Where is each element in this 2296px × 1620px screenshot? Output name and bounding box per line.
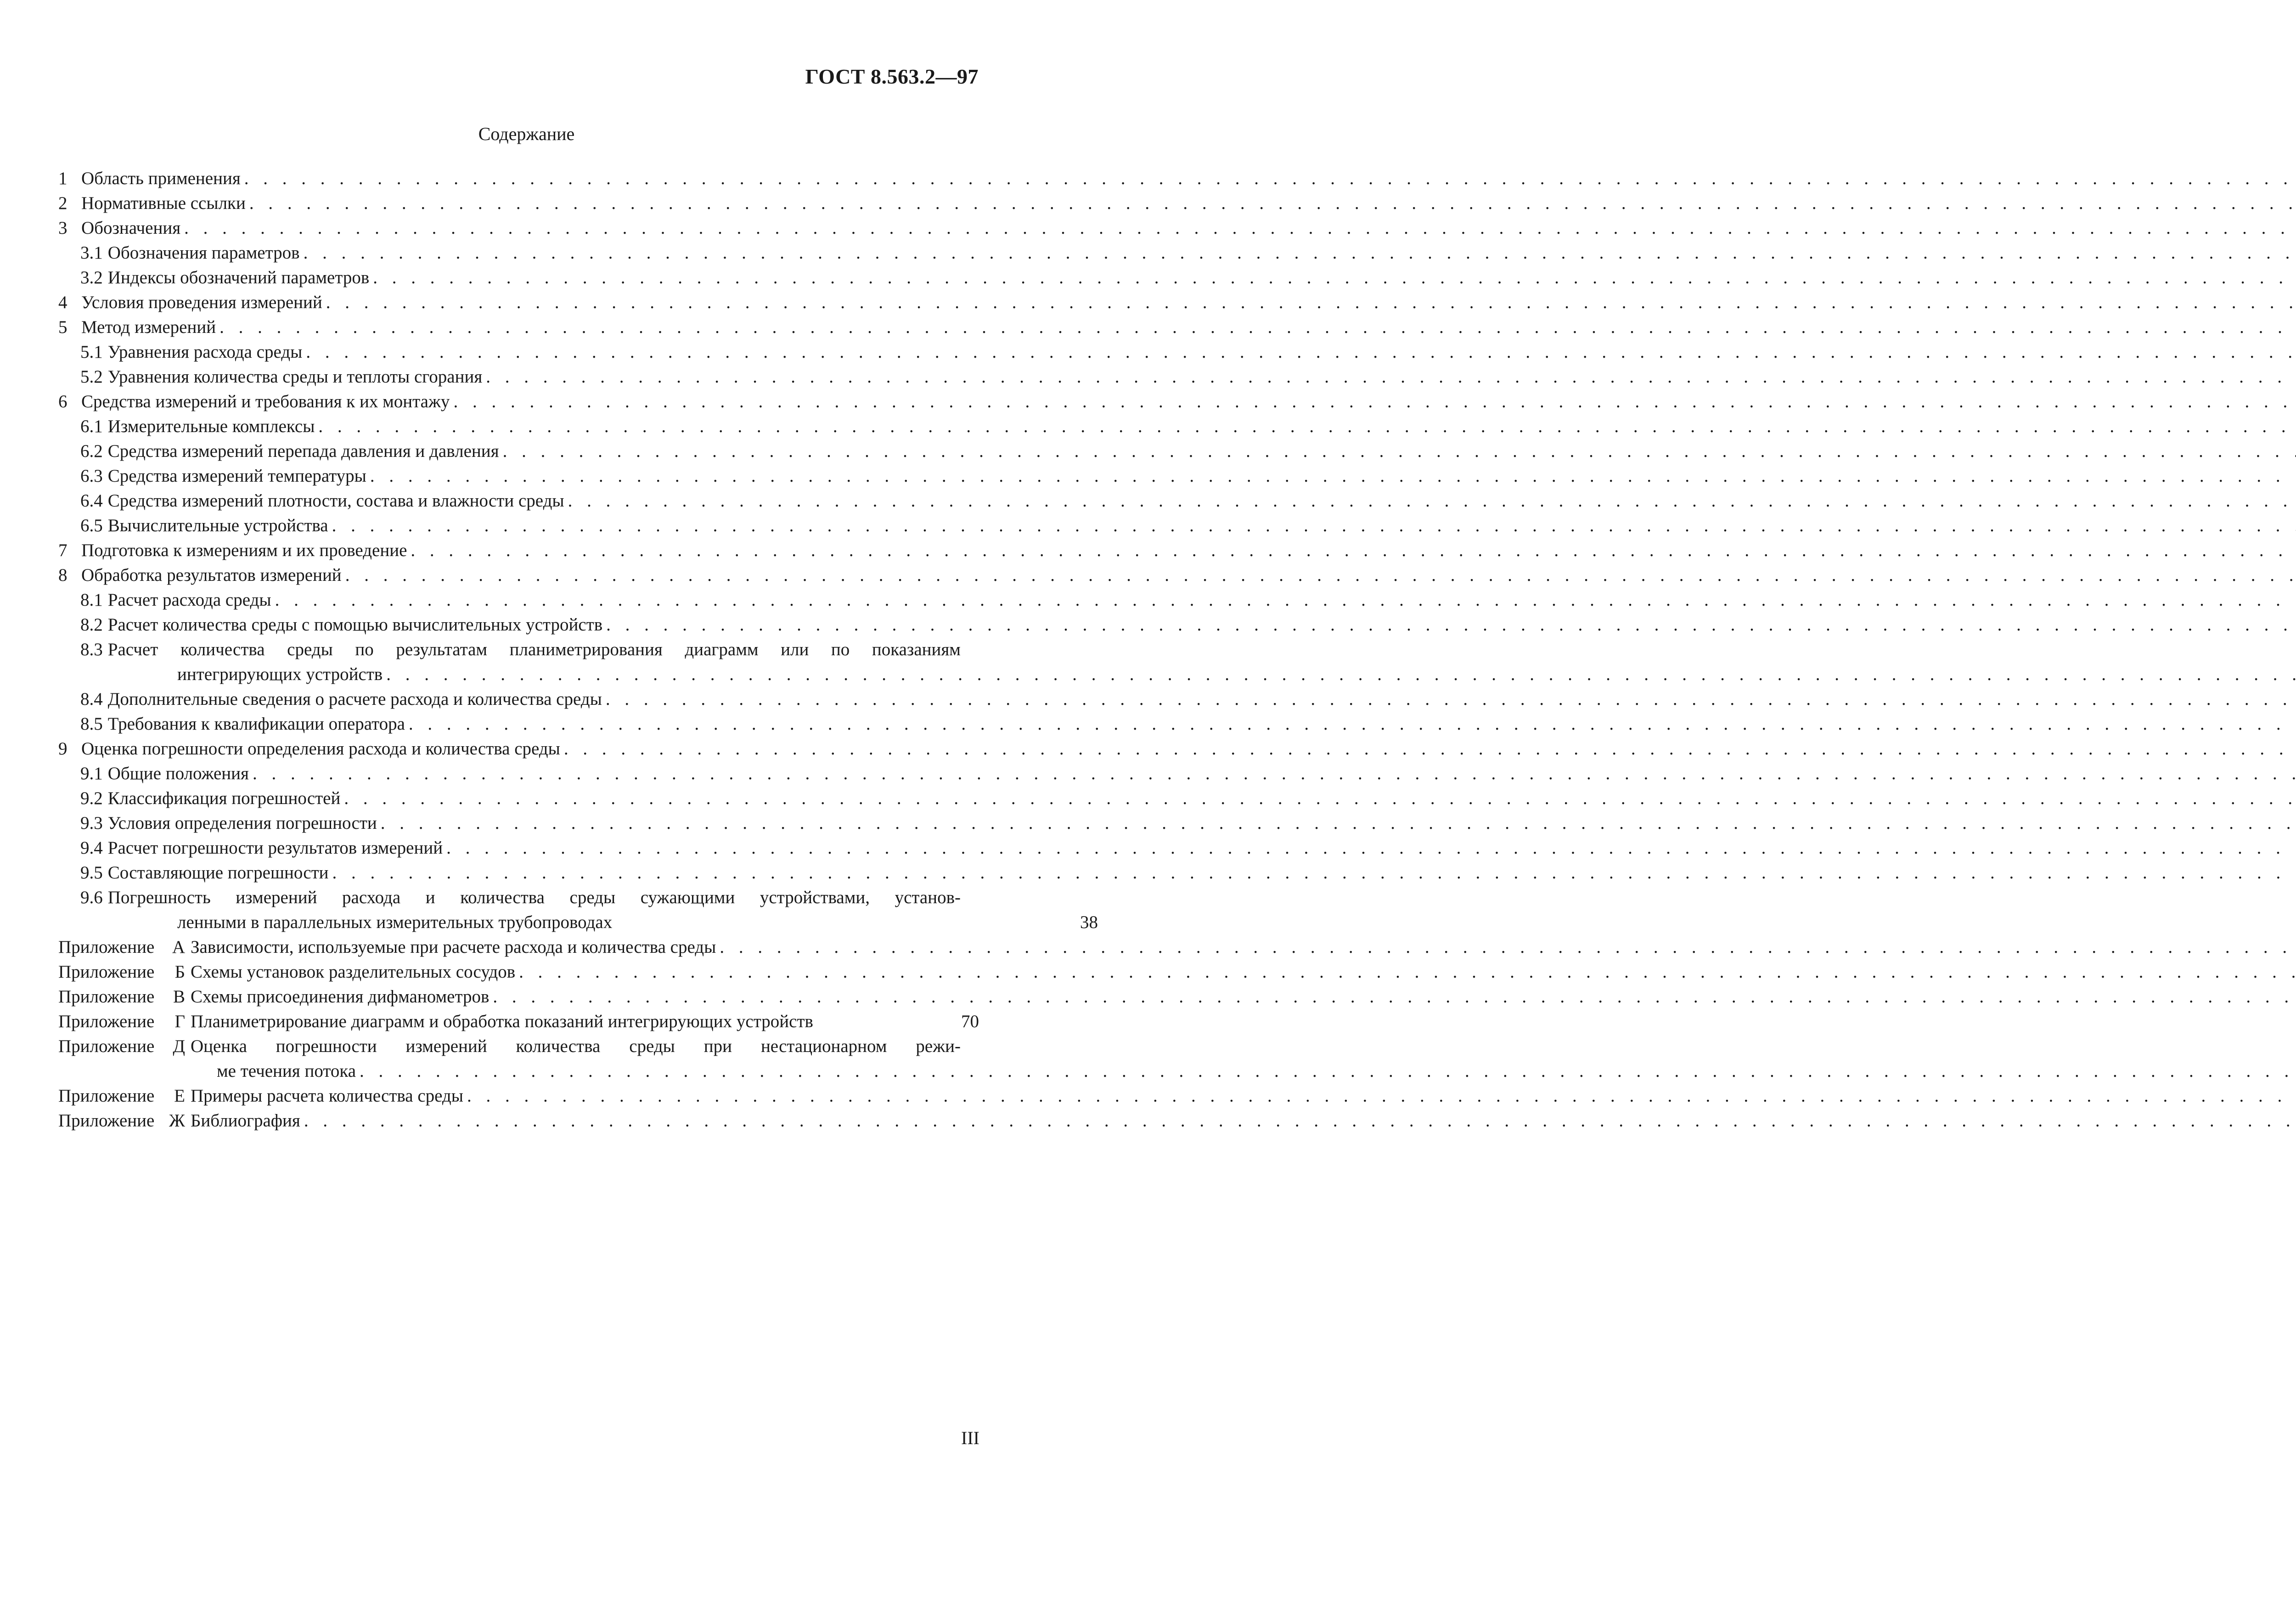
leader-dots: [564, 737, 2296, 761]
toc-entry-9-2[interactable]: [58, 786, 979, 811]
toc-entry-label: Средства измерений перепада давления и давления: [107, 441, 499, 461]
toc-entry-5[interactable]: [58, 315, 979, 340]
toc-entry-page: 38: [1080, 912, 1098, 932]
toc-entry-5-1[interactable]: [58, 340, 979, 365]
appendix-letter: Г: [174, 1012, 185, 1031]
toc-entry-label: Оценка погрешности определения расхода и количества среды: [81, 739, 560, 759]
toc-entry-6-1[interactable]: [58, 414, 979, 439]
leader-dots: [344, 786, 2296, 811]
toc-entry-number: 2: [58, 193, 68, 213]
leader-dots: [381, 811, 2296, 836]
toc-entry-2[interactable]: [58, 191, 979, 216]
appendix-title: Схемы установок разделительных сосудов: [191, 962, 516, 982]
leader-dots: [606, 613, 2296, 637]
document-code: ГОСТ 8.563.2—97: [805, 65, 979, 88]
appendix-letter: Ж: [169, 1111, 185, 1131]
toc-appendix-e[interactable]: [58, 1084, 979, 1108]
leader-dots: [411, 538, 2296, 563]
toc-entry-6-5[interactable]: [58, 513, 979, 538]
toc-entry-label: Подготовка к измерениям и их проведение: [81, 540, 407, 560]
leader-dots: [409, 712, 2296, 737]
toc-entry-number: 1: [58, 169, 68, 188]
toc-entry-label: Область применения: [81, 169, 241, 188]
leader-dots: [606, 687, 2296, 712]
appendix-word: Приложение: [58, 987, 155, 1007]
toc-appendix-v[interactable]: [58, 984, 979, 1009]
page-number: III: [961, 1428, 979, 1448]
toc-entry-8-4[interactable]: [58, 687, 979, 712]
toc-entry-6-3[interactable]: [58, 464, 979, 489]
appendix-designation: [58, 960, 191, 984]
leader-dots: [467, 1084, 2296, 1108]
appendix-word: Приложение: [58, 1111, 155, 1131]
toc-entry-label: Индексы обозначений параметров: [107, 268, 370, 287]
toc-entry-number: 8.1: [80, 590, 103, 610]
toc-entry-label: Расчет количества среды с помощью вычислительных устройств: [107, 615, 603, 635]
toc-entry-number: 3.1: [80, 243, 103, 263]
toc-entry-label: Средства измерений плотности, состава и влажности среды: [107, 491, 564, 511]
toc-entry-4[interactable]: [58, 290, 979, 315]
toc-entry-3[interactable]: [58, 216, 979, 241]
appendix-title: Схемы присоединения дифманометров: [191, 987, 490, 1007]
leader-dots: [275, 588, 2296, 613]
toc-entry-9-1[interactable]: [58, 761, 979, 786]
leader-dots: [326, 290, 2296, 315]
appendix-word: Приложение: [58, 937, 155, 957]
leader-dots: [244, 166, 2296, 191]
toc-entry-8-5[interactable]: [58, 712, 979, 737]
appendix-letter: Б: [174, 962, 185, 982]
toc-entry-number: 9.6: [80, 888, 103, 907]
toc-entry-label: Нормативные ссылки: [81, 193, 246, 213]
appendix-letter: В: [173, 987, 185, 1007]
toc-entry-number: 4: [58, 292, 68, 312]
toc-entry-9-6[interactable]: [58, 885, 979, 910]
toc-entry-number: 7: [58, 540, 68, 560]
toc-entry-label: Метод измерений: [81, 317, 216, 337]
toc-entry-number: 3.2: [80, 268, 103, 287]
leader-dots: [304, 1108, 2296, 1133]
leader-dots: [184, 216, 2296, 241]
appendix-letter: А: [172, 937, 185, 957]
toc-entry-number: 5: [58, 317, 68, 337]
toc-entry-3-2[interactable]: [58, 265, 979, 290]
table-of-contents: [58, 166, 1098, 1133]
appendix-word: Приложение: [58, 1086, 155, 1106]
leader-dots: [373, 265, 2296, 290]
appendix-designation: [58, 1108, 191, 1133]
toc-title: Содержание: [478, 124, 575, 144]
toc-entry-label: Обработка результатов измерений: [81, 565, 342, 585]
toc-entry-label: Составляющие погрешности: [107, 863, 329, 883]
toc-appendix-g[interactable]: [58, 1009, 979, 1034]
toc-entry-label: Общие положения: [107, 764, 249, 783]
toc-entry-label-line2: интегрирующих устройств: [177, 664, 383, 684]
toc-entry-8-2[interactable]: [58, 613, 979, 637]
appendix-designation: [58, 1034, 191, 1059]
appendix-title-line2: ме течения потока: [217, 1061, 356, 1081]
toc-entry-label: Уравнения расхода среды: [107, 342, 303, 362]
toc-entry-number: 6.1: [80, 416, 103, 436]
appendix-word: Приложение: [58, 1012, 155, 1031]
appendix-title: Планиметрирование диаграмм и обработка показаний интегрирующих устройств: [191, 1012, 813, 1031]
leader-dots: [486, 365, 2296, 389]
toc-entry-6[interactable]: [58, 389, 979, 414]
toc-entry-9-6-continuation[interactable]: [58, 910, 1098, 935]
toc-entry-9-3[interactable]: [58, 811, 979, 836]
leader-dots: [519, 960, 2296, 984]
appendix-letter: Е: [174, 1086, 185, 1106]
appendix-title: Примеры расчета количества среды: [191, 1086, 463, 1106]
toc-entry-label: Расчет погрешности результатов измерений: [107, 838, 443, 858]
leader-dots: [249, 191, 2296, 216]
leader-dots: [446, 836, 2296, 861]
appendix-word: Приложение: [58, 1036, 155, 1056]
toc-entry-number: 6.5: [80, 516, 103, 535]
toc-entry-label: Средства измерений температуры: [107, 466, 366, 486]
toc-entry-label: Требования к квалификации оператора: [107, 714, 405, 734]
toc-entry-8-1[interactable]: [58, 588, 979, 613]
toc-entry-number: 6.2: [80, 441, 103, 461]
appendix-page: 70: [961, 1012, 979, 1031]
appendix-designation: [58, 1084, 191, 1108]
toc-entry-6-4[interactable]: [58, 489, 979, 513]
leader-dots: [503, 439, 2296, 464]
toc-entry-label: Обозначения: [81, 218, 181, 238]
toc-entry-label: Средства измерений и требования к их монтажу: [81, 392, 450, 411]
leader-dots: [304, 241, 2296, 265]
toc-entry-number: 8.4: [80, 689, 103, 709]
toc-entry-9-5[interactable]: [58, 861, 979, 885]
toc-entry-number: 6: [58, 392, 68, 411]
toc-appendix-d-continuation[interactable]: [58, 1059, 1137, 1084]
leader-dots: [306, 340, 2296, 365]
toc-entry-label: Вычислительные устройства: [107, 516, 328, 535]
toc-entry-3-1[interactable]: [58, 241, 979, 265]
toc-entry-label: Классификация погрешностей: [107, 788, 341, 808]
appendix-designation: [58, 984, 191, 1009]
leader-dots: [318, 414, 2296, 439]
appendix-designation: [58, 935, 191, 960]
toc-entry-number: 5.1: [80, 342, 103, 362]
appendix-letter: Д: [173, 1036, 185, 1056]
leader-dots: [253, 761, 2296, 786]
leader-dots: [568, 489, 2296, 513]
toc-entry-number: 6.4: [80, 491, 103, 511]
appendix-word: Приложение: [58, 962, 155, 982]
toc-entry-label: Условия проведения измерений: [81, 292, 322, 312]
toc-entry-number: 8.2: [80, 615, 103, 635]
toc-entry-label-line1: Расчет количества среды по результатам планиметрирования диаграмм или по показаниям: [107, 640, 961, 659]
leader-dots: [345, 563, 2296, 588]
toc-entry-label-line1: Погрешность измерений расхода и количества среды сужающими устройствами, установ-: [107, 888, 961, 907]
toc-entry-label: Измерительные комплексы: [107, 416, 315, 436]
toc-entry-number: 8.5: [80, 714, 103, 734]
toc-entry-label: Условия определения погрешности: [107, 813, 377, 833]
toc-entry-9[interactable]: [58, 737, 979, 761]
toc-entry-label: Обозначения параметров: [107, 243, 300, 263]
appendix-title: Библиография: [191, 1111, 300, 1131]
leader-dots: [332, 513, 2296, 538]
leader-dots: [386, 662, 2296, 687]
toc-appendix-b[interactable]: [58, 960, 979, 984]
toc-entry-number: 9: [58, 739, 68, 759]
toc-entry-6-2[interactable]: [58, 439, 979, 464]
leader-dots: [219, 315, 2296, 340]
toc-entry-5-2[interactable]: [58, 365, 979, 389]
toc-entry-number: 5.2: [80, 367, 103, 387]
toc-entry-number: 8.3: [80, 640, 103, 659]
toc-entry-number: 8: [58, 565, 68, 585]
toc-entry-label-line2: ленными в параллельных измерительных трубопроводах: [177, 912, 613, 932]
toc-appendix-zh[interactable]: [58, 1108, 979, 1133]
toc-entry-label: Расчет расхода среды: [107, 590, 271, 610]
toc-entry-7[interactable]: [58, 538, 979, 563]
toc-entry-number: 9.4: [80, 838, 103, 858]
toc-entry-number: 9.5: [80, 863, 103, 883]
toc-entry-9-4[interactable]: [58, 836, 979, 861]
appendix-title: Зависимости, используемые при расчете расхода и количества среды: [191, 937, 716, 957]
leader-dots: [453, 389, 2296, 414]
leader-dots: [720, 935, 2296, 960]
toc-entry-number: 9.2: [80, 788, 103, 808]
leader-dots: [493, 984, 2296, 1009]
leader-dots: [360, 1059, 2296, 1084]
toc-appendix-a[interactable]: [58, 935, 979, 960]
toc-entry-number: 3: [58, 218, 68, 238]
toc-entry-number: 9.1: [80, 764, 103, 783]
toc-entry-1[interactable]: [58, 166, 979, 191]
leader-dots: [370, 464, 2296, 489]
appendix-designation: [58, 1009, 191, 1034]
toc-entry-8-3-continuation[interactable]: [58, 662, 1098, 687]
appendix-title-line1: Оценка погрешности измерений количества среды при нестационарном режи-: [191, 1036, 961, 1056]
toc-entry-number: 6.3: [80, 466, 103, 486]
toc-entry-8-3[interactable]: [58, 637, 979, 662]
toc-entry-8[interactable]: [58, 563, 979, 588]
leader-dots: [332, 861, 2296, 885]
toc-entry-number: 9.3: [80, 813, 103, 833]
toc-appendix-d[interactable]: [58, 1034, 979, 1059]
toc-entry-label: Уравнения количества среды и теплоты сгорания: [107, 367, 483, 387]
toc-entry-label: Дополнительные сведения о расчете расхода и количества среды: [107, 689, 602, 709]
